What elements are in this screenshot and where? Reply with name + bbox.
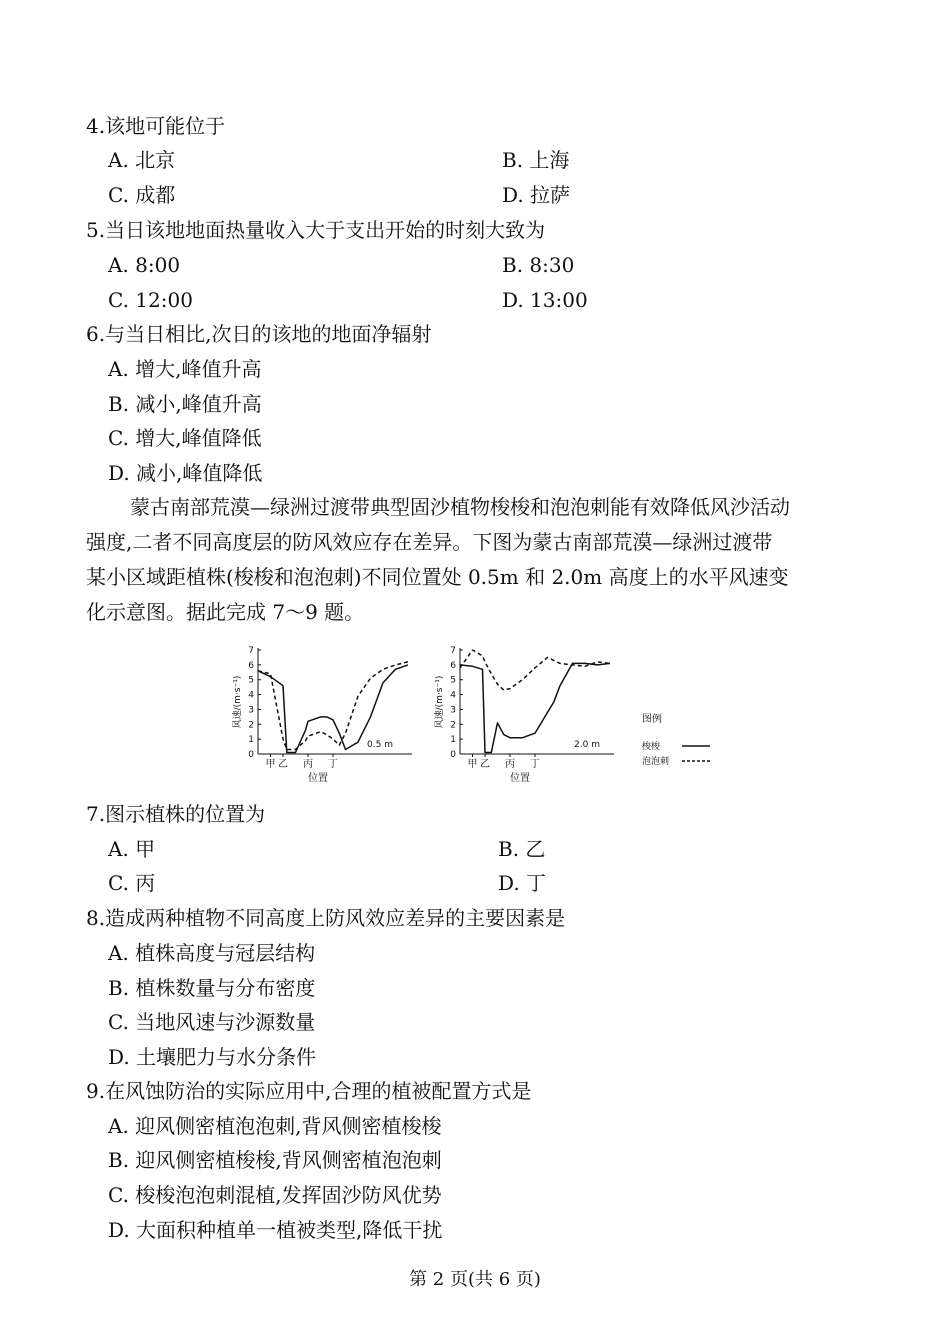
question-4-option-b[interactable]: B. 上海 (502, 148, 570, 172)
wind-speed-figure (230, 632, 730, 792)
question-6-option-d[interactable]: D. 减小,峰值降低 (108, 461, 263, 485)
x-tick-label: 乙 (480, 759, 490, 770)
question-5-option-a[interactable]: A. 8:00 (108, 253, 181, 277)
question-8-option-c[interactable]: C. 当地风速与沙源数量 (108, 1010, 316, 1034)
chart-title: 0.5 m (367, 740, 393, 750)
y-tick-label: 7 (248, 646, 254, 656)
question-9-option-d[interactable]: D. 大面积种植单一植被类型,降低干扰 (108, 1218, 443, 1242)
passage-line-2: 强度,二者不同高度层的防风效应存在差异。下图为蒙古南部荒漠—绿洲过渡带 (86, 530, 773, 554)
question-4-stem: 4.该地可能位于 (86, 114, 226, 138)
y-tick-label: 4 (450, 690, 456, 701)
x-tick-label: 丁 (530, 759, 540, 770)
question-4-option-c[interactable]: C. 成都 (108, 183, 176, 207)
y-tick-label: 0 (450, 750, 456, 760)
legend-title: 图例 (642, 714, 662, 725)
y-tick-label: 2 (450, 720, 456, 731)
question-7-option-d[interactable]: D. 丁 (498, 871, 547, 895)
question-6-option-a[interactable]: A. 增大,峰值升高 (108, 357, 262, 381)
chart-0-5m (231, 646, 412, 784)
y-tick-label: 0 (248, 750, 254, 760)
x-tick-label: 丙 (303, 759, 313, 770)
question-7-stem: 7.图示植株的位置为 (86, 802, 266, 826)
legend-item-label: 梭梭 (642, 742, 661, 752)
y-tick-label: 6 (450, 660, 456, 671)
legend-item-label: 泡泡刺 (642, 757, 670, 767)
y-tick-label: 7 (450, 646, 456, 656)
y-tick-label: 5 (450, 675, 456, 686)
x-tick-label: 甲 (265, 759, 276, 770)
x-axis-label: 位置 (308, 773, 328, 784)
y-tick-label: 3 (450, 705, 456, 716)
y-tick-label: 6 (248, 660, 254, 671)
y-tick-label: 3 (248, 705, 254, 716)
question-7-option-b[interactable]: B. 乙 (498, 837, 546, 861)
question-4-option-a[interactable]: A. 北京 (108, 148, 176, 172)
chart-2-0m (433, 646, 614, 784)
question-5-option-c[interactable]: C. 12:00 (108, 288, 193, 312)
question-5-stem: 5.当日该地地面热量收入大于支出开始的时刻大致为 (86, 218, 546, 242)
question-5-option-b[interactable]: B. 8:30 (502, 253, 575, 277)
y-axis-label: 风速/(m·s⁻¹) (435, 675, 445, 729)
question-6-option-c[interactable]: C. 增大,峰值降低 (108, 426, 262, 450)
y-tick-label: 4 (248, 690, 254, 701)
y-tick-label: 1 (450, 735, 456, 746)
x-tick-label: 丁 (328, 759, 338, 770)
question-8-option-a[interactable]: A. 植株高度与冠层结构 (108, 941, 316, 965)
question-8-option-d[interactable]: D. 土壤肥力与水分条件 (108, 1045, 317, 1069)
question-7-option-c[interactable]: C. 丙 (108, 871, 156, 895)
question-8-stem: 8.造成两种植物不同高度上防风效应差异的主要因素是 (86, 906, 566, 930)
y-tick-label: 2 (248, 720, 254, 731)
page-footer: 第 2 页(共 6 页) (409, 1269, 541, 1290)
y-axis-label: 风速/(m·s⁻¹) (233, 675, 243, 729)
passage-line-4: 化示意图。据此完成 7～9 题。 (86, 600, 365, 624)
y-tick-label: 5 (248, 675, 254, 686)
question-8-option-b[interactable]: B. 植株数量与分布密度 (108, 976, 316, 1000)
passage (86, 490, 862, 630)
y-tick-label: 1 (248, 735, 254, 746)
x-axis-label: 位置 (510, 773, 530, 784)
question-7-option-a[interactable]: A. 甲 (108, 837, 156, 861)
question-4-option-d[interactable]: D. 拉萨 (502, 183, 571, 207)
question-9-option-b[interactable]: B. 迎风侧密植梭梭,背风侧密植泡泡刺 (108, 1148, 442, 1172)
x-tick-label: 甲 (467, 759, 478, 770)
question-5-option-d[interactable]: D. 13:00 (502, 288, 588, 312)
question-6-stem: 6.与当日相比,次日的该地的地面净辐射 (86, 322, 432, 346)
x-tick-label: 乙 (278, 759, 288, 770)
series-line-paopaoci (258, 662, 408, 750)
question-9-stem: 9.在风蚀防治的实际应用中,合理的植被配置方式是 (86, 1079, 532, 1103)
x-tick-label: 丙 (505, 759, 515, 770)
figure-legend (642, 712, 710, 767)
question-9-option-a[interactable]: A. 迎风侧密植泡泡刺,背风侧密植梭梭 (108, 1114, 442, 1138)
question-9-option-c[interactable]: C. 梭梭泡泡刺混植,发挥固沙防风优势 (108, 1183, 442, 1207)
question-6-option-b[interactable]: B. 减小,峰值升高 (108, 392, 262, 416)
chart-title: 2.0 m (574, 740, 600, 750)
passage-line-1: 蒙古南部荒漠—绿洲过渡带典型固沙植物梭梭和泡泡刺能有效降低风沙活动 (130, 495, 790, 519)
passage-line-3: 某小区域距植株(梭梭和泡泡刺)不同位置处 0.5m 和 2.0m 高度上的水平风速变 (86, 565, 789, 589)
